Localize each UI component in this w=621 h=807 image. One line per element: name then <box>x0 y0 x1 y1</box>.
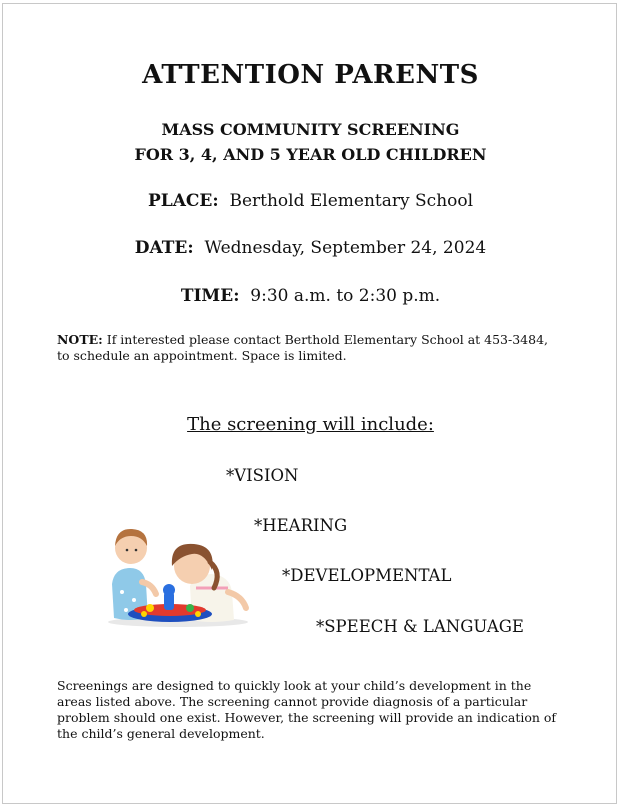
footer-paragraph: Screenings are designed to quickly look at your child’s development in the areas listed above. The screening cannot provide diagnosis of a particular problem should one exist. However, the screening will provide an indication of the child’s general development. <box>57 678 557 741</box>
time-label: TIME: <box>180 286 240 306</box>
flyer-title: ATTENTION PARENTS <box>142 60 479 90</box>
subtitle-line-1: MASS COMMUNITY SCREENING <box>161 120 460 139</box>
note-paragraph <box>57 332 557 364</box>
time-value: 9:30 a.m. to 2:30 p.m. <box>250 286 441 306</box>
includes-heading: The screening will include: <box>187 414 434 435</box>
time-line <box>0 286 621 306</box>
include-item-hearing: *HEARING <box>254 516 348 535</box>
date-value: Wednesday, September 24, 2024 <box>204 238 487 258</box>
subtitle-line-2: FOR 3, 4, AND 5 YEAR OLD CHILDREN <box>134 145 487 164</box>
date-label: DATE: <box>134 238 194 258</box>
date-line <box>0 238 621 258</box>
place-label: PLACE: <box>147 191 219 211</box>
note-text: If interested please contact Berthold Elementary School at 453-3484, to schedule an appointment. Space is limited. <box>57 332 549 363</box>
include-item-developmental: *DEVELOPMENTAL <box>282 566 452 585</box>
include-item-speech-language: *SPEECH & LANGUAGE <box>316 617 524 636</box>
include-item-vision: *VISION <box>226 466 299 485</box>
children-playing-photo <box>100 522 255 628</box>
note-label: NOTE: <box>57 332 103 347</box>
place-value: Berthold Elementary School <box>229 191 474 211</box>
place-line <box>0 191 621 211</box>
